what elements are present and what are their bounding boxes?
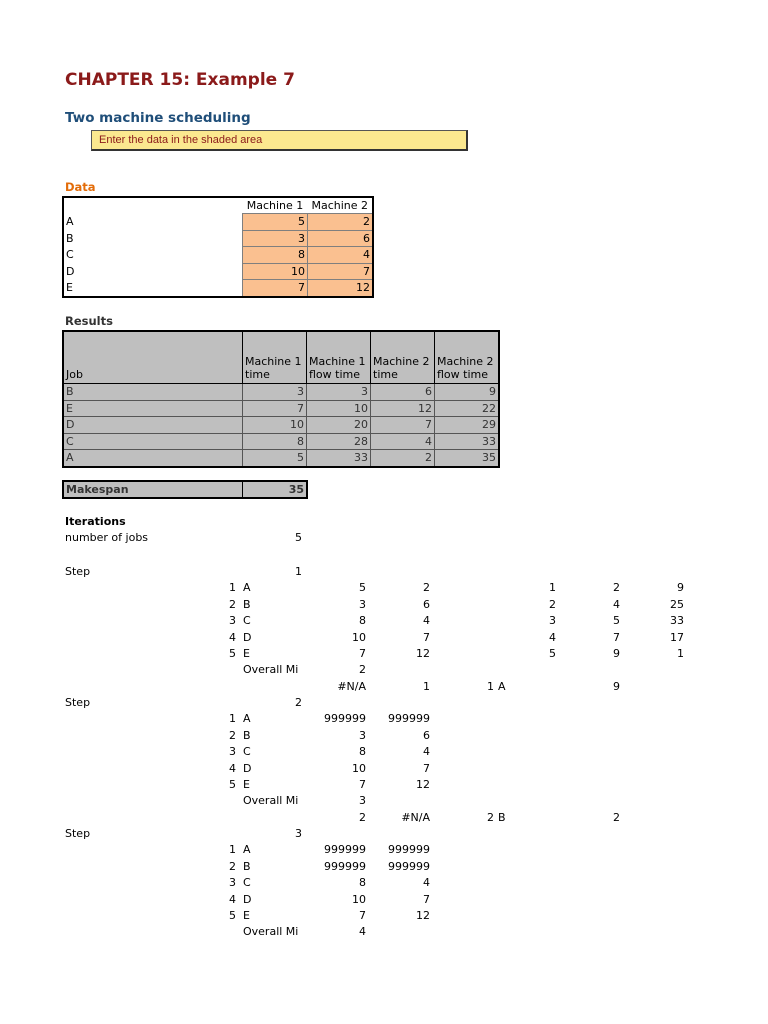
row-index: 5 — [229, 909, 236, 922]
table-row — [63, 400, 499, 417]
row-job: A — [243, 712, 251, 726]
overall-min-value: 2 — [359, 663, 366, 677]
row-value-a: 3 — [359, 728, 366, 742]
input-cell[interactable]: 4 — [308, 247, 374, 264]
table-row — [63, 230, 373, 247]
row-job: E — [243, 909, 250, 922]
job-label: E — [66, 281, 73, 294]
row-value-b: 2 — [423, 581, 430, 595]
final-value-d: 9 — [613, 679, 620, 693]
table-row — [63, 280, 373, 297]
row-index: 1 — [229, 843, 236, 857]
row-index: 3 — [229, 745, 236, 759]
row-index: 4 — [229, 761, 236, 775]
value-cell: 20 — [307, 417, 371, 434]
input-cell[interactable]: 10 — [243, 263, 308, 280]
final-index: 1 — [487, 679, 494, 693]
value-cell: 6 — [371, 384, 435, 401]
makespan-label: Makespan — [63, 481, 243, 498]
row-value-e: 17 — [670, 630, 684, 644]
job-label: B — [66, 231, 74, 245]
row-value-c: 3 — [549, 614, 556, 628]
value-cell: 7 — [371, 417, 435, 434]
step-number: 3 — [295, 827, 302, 840]
row-value-e: 25 — [670, 597, 684, 611]
row-index: 2 — [229, 728, 236, 742]
row-value-b: 7 — [423, 892, 430, 906]
value-cell: 9 — [435, 384, 500, 401]
input-cell[interactable]: 5 — [243, 214, 308, 231]
row-value-e: 33 — [670, 614, 684, 628]
row-value-b: 999999 — [388, 712, 430, 726]
final-value-d: 2 — [613, 810, 620, 824]
row-job: E — [243, 647, 250, 660]
num-jobs-label: number of jobs — [65, 531, 149, 544]
row-value-a: 3 — [359, 597, 366, 611]
row-value-a: 7 — [359, 909, 366, 922]
row-value-e: 9 — [677, 581, 684, 595]
row-job: E — [243, 778, 250, 791]
final-job: A — [498, 679, 506, 693]
row-value-b: 6 — [423, 728, 430, 742]
row-job: A — [243, 843, 251, 857]
row-index: 3 — [229, 876, 236, 890]
column-header: Machine 2 flow time — [435, 331, 500, 384]
row-job: D — [243, 761, 252, 775]
row-value-a: 10 — [352, 892, 366, 906]
table-row — [63, 417, 499, 434]
row-value-a: 7 — [359, 647, 366, 660]
row-index: 1 — [229, 712, 236, 726]
final-value-a: 2 — [359, 810, 366, 824]
row-index: 5 — [229, 647, 236, 660]
row-value-b: 4 — [423, 876, 430, 890]
iterations-label: Iterations — [65, 515, 126, 528]
row-value-b: 4 — [423, 614, 430, 628]
row-value-b: 12 — [416, 909, 430, 922]
results-header-row — [63, 331, 499, 384]
makespan-table — [62, 480, 308, 499]
final-job: B — [498, 810, 506, 824]
input-cell[interactable]: 6 — [308, 230, 374, 247]
step-number: 1 — [295, 565, 302, 578]
row-value-c: 5 — [549, 647, 556, 660]
value-cell: 33 — [435, 433, 500, 450]
value-cell: 4 — [371, 433, 435, 450]
row-job: C — [243, 614, 251, 628]
input-cell[interactable]: 3 — [243, 230, 308, 247]
data-table — [62, 196, 374, 298]
table-row — [63, 263, 373, 280]
value-cell: 33 — [307, 450, 371, 467]
row-job: B — [243, 728, 251, 742]
step-label: Step — [65, 565, 91, 578]
table-row — [63, 450, 499, 467]
value-cell: 35 — [435, 450, 500, 467]
row-value-e: 1 — [677, 647, 684, 660]
row-index: 4 — [229, 630, 236, 644]
input-cell[interactable]: 12 — [308, 280, 374, 297]
final-value-b: 1 — [423, 679, 430, 693]
input-cell[interactable]: 8 — [243, 247, 308, 264]
row-value-d: 5 — [613, 614, 620, 628]
value-cell: 3 — [307, 384, 371, 401]
step-number: 2 — [295, 696, 302, 709]
column-header: Machine 2 — [311, 199, 369, 212]
overall-min-label: Overall Mi — [243, 925, 299, 939]
job-cell: B — [63, 384, 243, 401]
row-value-a: 8 — [359, 614, 366, 628]
value-cell: 29 — [435, 417, 500, 434]
row-value-b: 6 — [423, 597, 430, 611]
value-cell: 10 — [243, 417, 307, 434]
results-table — [62, 330, 500, 468]
row-index: 1 — [229, 581, 236, 595]
row-value-d: 4 — [613, 597, 620, 611]
row-value-a: 999999 — [324, 859, 366, 873]
num-jobs-value: 5 — [295, 531, 302, 544]
results-section-label: Results — [65, 314, 113, 328]
job-cell: D — [63, 417, 243, 434]
row-value-d: 2 — [613, 581, 620, 595]
row-value-b: 7 — [423, 630, 430, 644]
final-value-a: #N/A — [337, 679, 366, 693]
row-index: 5 — [229, 778, 236, 791]
final-value-b: #N/A — [401, 810, 430, 824]
value-cell: 8 — [243, 433, 307, 450]
row-value-a: 999999 — [324, 843, 366, 857]
row-value-b: 4 — [423, 745, 430, 759]
row-index: 2 — [229, 859, 236, 873]
row-index: 2 — [229, 597, 236, 611]
makespan-value: 35 — [243, 481, 308, 498]
value-cell: 2 — [371, 450, 435, 467]
instruction-note: Enter the data in the shaded area — [91, 130, 468, 151]
job-cell: E — [63, 400, 243, 417]
overall-min-value: 3 — [359, 794, 366, 808]
row-value-d: 7 — [613, 630, 620, 644]
row-job: A — [243, 581, 251, 595]
column-header: Machine 1 flow time — [307, 331, 371, 384]
column-header: Machine 1 time — [243, 331, 307, 384]
data-section-label: Data — [65, 180, 96, 194]
row-value-b: 12 — [416, 778, 430, 791]
row-value-b: 999999 — [388, 843, 430, 857]
row-value-a: 8 — [359, 876, 366, 890]
section-title: Two machine scheduling — [65, 110, 251, 126]
table-row — [63, 214, 373, 231]
table-row — [63, 247, 373, 264]
row-value-d: 9 — [613, 647, 620, 660]
row-value-c: 1 — [549, 581, 556, 595]
row-value-a: 999999 — [324, 712, 366, 726]
overall-min-value: 4 — [359, 925, 366, 939]
row-job: B — [243, 859, 251, 873]
row-value-a: 10 — [352, 761, 366, 775]
row-value-a: 8 — [359, 745, 366, 759]
page-title: CHAPTER 15: Example 7 — [65, 70, 295, 90]
column-header: Machine 2 time — [371, 331, 435, 384]
row-value-c: 2 — [549, 597, 556, 611]
row-value-c: 4 — [549, 630, 556, 644]
job-cell: C — [63, 433, 243, 450]
column-header: Job — [63, 331, 243, 384]
value-cell: 28 — [307, 433, 371, 450]
row-value-b: 999999 — [388, 859, 430, 873]
overall-min-label: Overall Mi — [243, 663, 299, 677]
input-cell[interactable]: 7 — [308, 263, 374, 280]
value-cell: 22 — [435, 400, 500, 417]
table-row — [63, 384, 499, 401]
value-cell: 7 — [243, 400, 307, 417]
row-value-a: 5 — [359, 581, 366, 595]
value-cell: 12 — [371, 400, 435, 417]
step-label: Step — [65, 827, 91, 840]
job-label: C — [66, 248, 74, 262]
final-index: 2 — [487, 810, 494, 824]
row-index: 4 — [229, 892, 236, 906]
job-label: D — [66, 264, 75, 278]
row-value-b: 7 — [423, 761, 430, 775]
row-job: C — [243, 745, 251, 759]
value-cell: 3 — [243, 384, 307, 401]
row-value-a: 7 — [359, 778, 366, 791]
row-index: 3 — [229, 614, 236, 628]
step-label: Step — [65, 696, 91, 709]
row-job: B — [243, 597, 251, 611]
value-cell: 10 — [307, 400, 371, 417]
row-job: D — [243, 630, 252, 644]
row-job: D — [243, 892, 252, 906]
overall-min-label: Overall Mi — [243, 794, 299, 808]
row-job: C — [243, 876, 251, 890]
row-value-b: 12 — [416, 647, 430, 660]
row-value-a: 10 — [352, 630, 366, 644]
column-header: Machine 1 — [246, 199, 304, 212]
data-table-header — [63, 197, 373, 214]
job-label: A — [66, 215, 74, 229]
input-cell[interactable]: 7 — [243, 280, 308, 297]
value-cell: 5 — [243, 450, 307, 467]
input-cell[interactable]: 2 — [308, 214, 374, 231]
job-cell: A — [63, 450, 243, 467]
table-row — [63, 433, 499, 450]
